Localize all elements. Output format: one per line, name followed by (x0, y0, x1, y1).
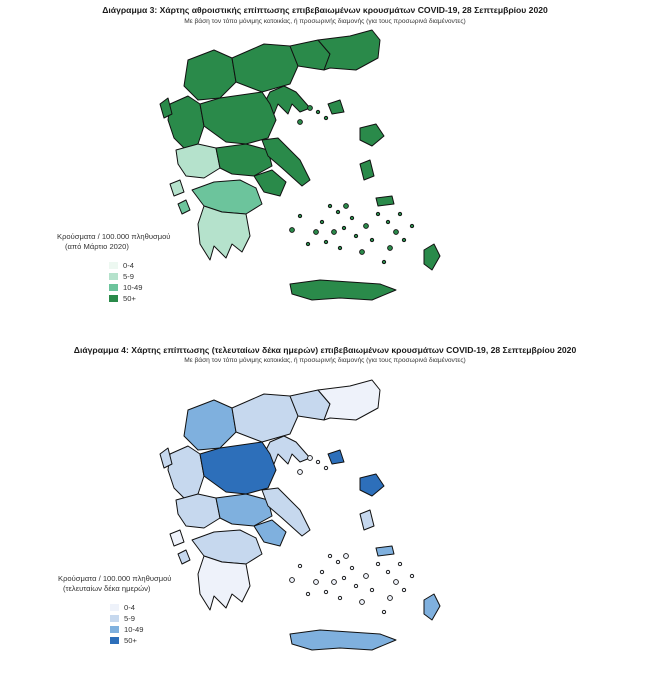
region-thessaly (200, 442, 276, 494)
region-epirus (168, 446, 204, 500)
islet (386, 570, 389, 573)
map-regions (160, 30, 440, 300)
islet (316, 460, 319, 463)
region-thrace (318, 30, 380, 70)
islet (328, 554, 331, 557)
islet (298, 564, 301, 567)
islet (398, 212, 401, 215)
islet (394, 580, 399, 585)
region-samos (376, 196, 394, 206)
map-title: Διάγραμμα 4: Χάρτης επίπτωσης (τελευταίων δέκα ημερών) επιβεβαιωμένων κρουσμάτων COVID-19, 28 Σεπτεμβρίου 2020 (73, 345, 577, 355)
islet (324, 116, 327, 119)
islet (344, 554, 349, 559)
region-zakynthos (178, 200, 190, 214)
region-kefalonia (170, 180, 184, 196)
islet (332, 580, 337, 585)
legend-swatch (110, 637, 119, 644)
region-peloponnese-north (192, 530, 262, 564)
islet (386, 220, 389, 223)
islet (382, 260, 385, 263)
region-samos (376, 546, 394, 556)
islet (336, 210, 339, 213)
islet (316, 110, 319, 113)
region-crete (290, 280, 396, 300)
region-lesvos (360, 124, 384, 146)
islet (324, 590, 327, 593)
islet (336, 560, 339, 563)
legend-swatch (109, 295, 118, 302)
legend-subtitle: (τελευταίων δέκα ημερών) (63, 584, 151, 593)
map-subtitle: Με βάση τον τόπο μόνιμης κατοικίας, ή προσωρινής διαμονής (για τους προσωρινά διαμένοντες) (184, 357, 466, 364)
islet (306, 242, 309, 245)
islet (324, 466, 327, 469)
region-limnos (328, 100, 344, 114)
region-sterea-west (176, 494, 220, 528)
islet (360, 250, 365, 255)
legend-swatch (109, 273, 118, 280)
legend-item: 5-9 (109, 271, 170, 281)
region-rhodes (424, 244, 440, 270)
islet (370, 238, 373, 241)
islet (410, 574, 413, 577)
islet (298, 470, 303, 475)
legend-swatch (110, 626, 119, 633)
islet (298, 120, 303, 125)
map-subtitle: Με βάση τον τόπο μόνιμης κατοικίας, ή προσωρινής διαμονής (για τους προσωρινά διαμένοντες) (184, 18, 466, 25)
legend-item: 0-4 (109, 260, 170, 270)
legend-swatch (109, 262, 118, 269)
map-regions (160, 380, 440, 650)
islet (364, 574, 369, 579)
legend-title: Κρούσματα / 100.000 πληθυσμού (57, 232, 171, 241)
islet (354, 584, 357, 587)
islet (314, 580, 319, 585)
islet (308, 106, 313, 111)
islet (410, 224, 413, 227)
islet (364, 224, 369, 229)
region-macedonia-west (184, 400, 236, 450)
islet (360, 600, 365, 605)
islet (332, 230, 337, 235)
islet (290, 578, 295, 583)
region-attica (254, 170, 286, 196)
islet (350, 566, 353, 569)
legend-item: 10-49 (110, 624, 171, 634)
islet (320, 570, 323, 573)
islet (290, 228, 295, 233)
region-sterea-east (216, 144, 272, 176)
region-epirus (168, 96, 204, 150)
islet (388, 596, 393, 601)
map-legend (57, 232, 170, 304)
islet (376, 212, 379, 215)
region-thrace (318, 380, 380, 420)
islet (350, 216, 353, 219)
legend-swatch (109, 284, 118, 291)
region-zakynthos (178, 550, 190, 564)
region-chios (360, 510, 374, 530)
islet (388, 246, 393, 251)
islet (402, 238, 405, 241)
region-peloponnese-south (198, 206, 250, 260)
islet (338, 596, 341, 599)
map-legend (58, 574, 171, 646)
legend-subtitle: (από Μάρτιο 2020) (65, 242, 129, 251)
islet (342, 226, 345, 229)
region-attica (254, 520, 286, 546)
islet (398, 562, 401, 565)
legend-item: 10-49 (109, 282, 170, 292)
region-kerkyra (160, 98, 172, 118)
region-macedonia-central (232, 394, 298, 442)
legend-item: 50+ (109, 293, 170, 303)
legend-swatch (110, 604, 119, 611)
islet (338, 246, 341, 249)
legend-item: 0-4 (110, 602, 171, 612)
islet (394, 230, 399, 235)
islet (342, 576, 345, 579)
islet (306, 592, 309, 595)
legend-title: Κρούσματα / 100.000 πληθυσμού (58, 574, 172, 583)
islet (320, 220, 323, 223)
region-crete (290, 630, 396, 650)
legend-item: 5-9 (110, 613, 171, 623)
islet (308, 456, 313, 461)
region-sterea-east (216, 494, 272, 526)
map-title: Διάγραμμα 3: Χάρτης αθροιστικής επίπτωσης επιβεβαιωμένων κρουσμάτων COVID-19, 28 Σεπτεμβρίου 2020 (102, 5, 548, 15)
region-kerkyra (160, 448, 172, 468)
region-macedonia-central (232, 44, 298, 92)
cumulative-incidence-map-panel (0, 0, 650, 335)
islet (370, 588, 373, 591)
islet (402, 588, 405, 591)
region-sterea-west (176, 144, 220, 178)
islet (376, 562, 379, 565)
region-lesvos (360, 474, 384, 496)
islet (344, 204, 349, 209)
islet (298, 214, 301, 217)
islet (328, 204, 331, 207)
region-macedonia-west (184, 50, 236, 100)
islet (324, 240, 327, 243)
region-limnos (328, 450, 344, 464)
region-peloponnese-south (198, 556, 250, 610)
region-kefalonia (170, 530, 184, 546)
region-thessaly (200, 92, 276, 144)
islet (314, 230, 319, 235)
islet (382, 610, 385, 613)
legend-swatch (110, 615, 119, 622)
islet (354, 234, 357, 237)
region-rhodes (424, 594, 440, 620)
legend-item: 50+ (110, 635, 171, 645)
ten-day-incidence-map-panel (0, 338, 650, 700)
region-peloponnese-north (192, 180, 262, 214)
region-chios (360, 160, 374, 180)
